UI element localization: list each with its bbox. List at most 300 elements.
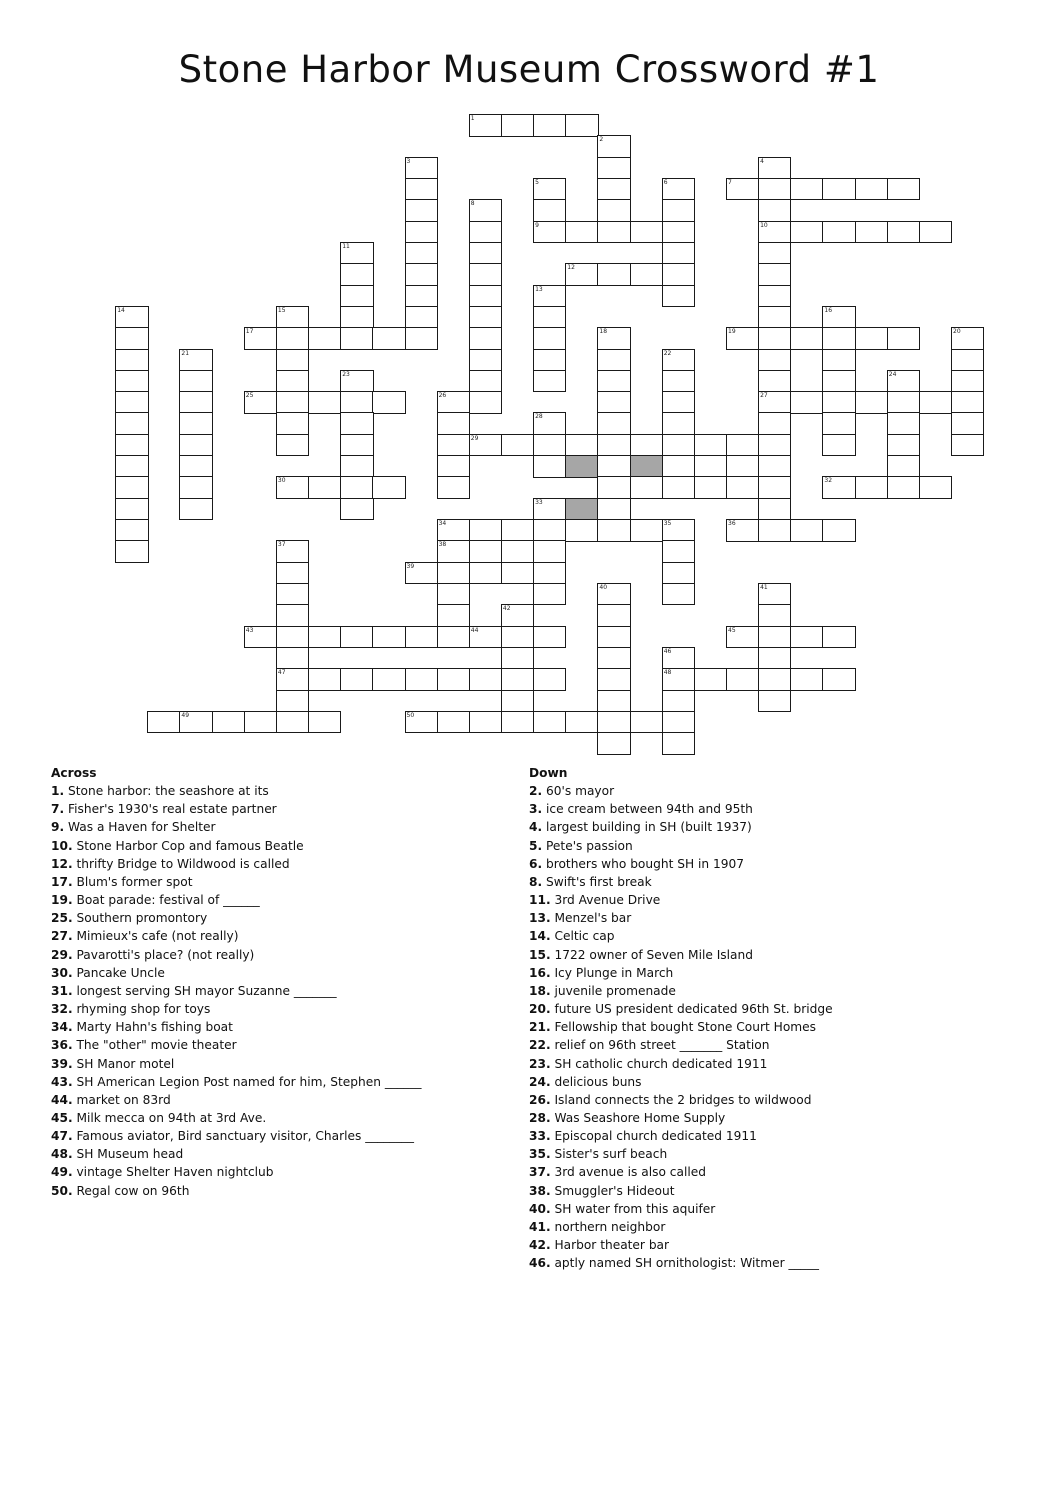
grid-cell[interactable] xyxy=(822,668,855,691)
grid-cell[interactable] xyxy=(662,349,695,372)
grid-cell[interactable] xyxy=(951,412,984,435)
grid-cell[interactable] xyxy=(662,370,695,393)
grid-cell[interactable] xyxy=(822,327,855,350)
grid-cell[interactable] xyxy=(533,199,566,222)
grid-cell[interactable] xyxy=(276,349,309,372)
grid-cell[interactable] xyxy=(758,157,791,180)
grid-cell[interactable] xyxy=(565,498,598,521)
grid-cell[interactable] xyxy=(276,690,309,713)
grid-cell[interactable] xyxy=(469,349,502,372)
grid-cell[interactable] xyxy=(533,306,566,329)
grid-cell[interactable] xyxy=(662,690,695,713)
grid-cell[interactable] xyxy=(887,455,920,478)
clue-text: delicious buns xyxy=(550,1074,642,1089)
grid-cell[interactable] xyxy=(501,668,534,691)
grid-cell[interactable] xyxy=(501,540,534,563)
grid-cell[interactable] xyxy=(951,327,984,350)
grid-cell[interactable] xyxy=(115,519,148,542)
grid-cell[interactable] xyxy=(597,732,630,755)
grid-cell[interactable] xyxy=(437,391,470,414)
grid-cell[interactable] xyxy=(469,519,502,542)
grid-cell[interactable] xyxy=(565,434,598,457)
grid-cell[interactable] xyxy=(790,327,823,350)
grid-cell[interactable] xyxy=(726,626,759,649)
grid-cell[interactable] xyxy=(115,327,148,350)
grid-cell[interactable] xyxy=(790,221,823,244)
clue-number: 13 xyxy=(535,285,543,293)
grid-cell[interactable] xyxy=(597,519,630,542)
grid-cell[interactable] xyxy=(469,327,502,350)
grid-cell[interactable] xyxy=(822,476,855,499)
grid-cell[interactable] xyxy=(887,327,920,350)
grid-cell[interactable] xyxy=(822,370,855,393)
grid-cell[interactable] xyxy=(597,221,630,244)
grid-cell[interactable] xyxy=(469,370,502,393)
grid-cell[interactable] xyxy=(437,562,470,585)
grid-cell[interactable] xyxy=(340,306,373,329)
grid-cell[interactable] xyxy=(340,242,373,265)
grid-cell[interactable] xyxy=(179,349,212,372)
clue-number: 8 xyxy=(470,200,475,208)
grid-cell[interactable] xyxy=(405,221,438,244)
grid-cell[interactable] xyxy=(308,391,341,414)
grid-cell[interactable] xyxy=(501,519,534,542)
grid-cell[interactable] xyxy=(533,221,566,244)
grid-cell[interactable] xyxy=(758,306,791,329)
grid-cell[interactable] xyxy=(726,519,759,542)
grid-cell[interactable] xyxy=(501,434,534,457)
grid-cell[interactable] xyxy=(533,412,566,435)
grid-cell[interactable] xyxy=(115,349,148,372)
grid-cell[interactable] xyxy=(469,562,502,585)
grid-cell[interactable] xyxy=(340,434,373,457)
clue-num: 20. xyxy=(529,1002,551,1017)
grid-cell[interactable] xyxy=(662,263,695,286)
grid-cell[interactable] xyxy=(597,626,630,649)
grid-cell[interactable] xyxy=(276,647,309,670)
grid-cell[interactable] xyxy=(662,562,695,585)
grid-cell[interactable] xyxy=(372,476,405,499)
grid-cell[interactable] xyxy=(597,327,630,350)
grid-cell[interactable] xyxy=(276,604,309,627)
grid-cell[interactable] xyxy=(758,370,791,393)
grid-cell[interactable] xyxy=(758,412,791,435)
grid-cell[interactable] xyxy=(405,668,438,691)
grid-cell[interactable] xyxy=(179,476,212,499)
grid-cell[interactable] xyxy=(597,647,630,670)
grid-cell[interactable] xyxy=(758,349,791,372)
grid-cell[interactable] xyxy=(179,370,212,393)
grid-cell[interactable] xyxy=(758,455,791,478)
grid-cell[interactable] xyxy=(597,135,630,158)
grid-cell[interactable] xyxy=(533,455,566,478)
grid-cell[interactable] xyxy=(501,711,534,734)
grid-cell[interactable] xyxy=(469,306,502,329)
grid-cell[interactable] xyxy=(790,626,823,649)
grid-cell[interactable] xyxy=(597,583,630,606)
grid-cell[interactable] xyxy=(501,690,534,713)
grid-cell[interactable] xyxy=(758,391,791,414)
grid-cell[interactable] xyxy=(662,647,695,670)
grid-cell[interactable] xyxy=(405,285,438,308)
grid-cell[interactable] xyxy=(790,519,823,542)
grid-cell[interactable] xyxy=(437,519,470,542)
grid-cell[interactable] xyxy=(244,626,277,649)
grid-cell[interactable] xyxy=(501,562,534,585)
grid-cell[interactable] xyxy=(533,114,566,137)
grid-cell[interactable] xyxy=(308,668,341,691)
grid-cell[interactable] xyxy=(276,668,309,691)
grid-cell[interactable] xyxy=(597,455,630,478)
grid-cell[interactable] xyxy=(822,349,855,372)
grid-cell[interactable] xyxy=(533,327,566,350)
grid-cell[interactable] xyxy=(340,626,373,649)
grid-cell[interactable] xyxy=(469,540,502,563)
grid-cell[interactable] xyxy=(276,540,309,563)
grid-cell[interactable] xyxy=(469,221,502,244)
grid-cell[interactable] xyxy=(437,668,470,691)
grid-cell[interactable] xyxy=(372,626,405,649)
grid-cell[interactable] xyxy=(340,391,373,414)
grid-cell[interactable] xyxy=(758,604,791,627)
grid-cell[interactable] xyxy=(115,498,148,521)
grid-cell[interactable] xyxy=(308,711,341,734)
grid-cell[interactable] xyxy=(597,668,630,691)
grid-cell[interactable] xyxy=(469,434,502,457)
grid-cell[interactable] xyxy=(437,476,470,499)
grid-cell[interactable] xyxy=(533,349,566,372)
grid-cell[interactable] xyxy=(276,583,309,606)
grid-cell[interactable] xyxy=(597,604,630,627)
grid-cell[interactable] xyxy=(340,476,373,499)
grid-cell[interactable] xyxy=(469,263,502,286)
grid-cell[interactable] xyxy=(565,263,598,286)
grid-cell[interactable] xyxy=(340,455,373,478)
grid-cell[interactable] xyxy=(469,199,502,222)
grid-cell[interactable] xyxy=(662,391,695,414)
grid-cell[interactable] xyxy=(887,178,920,201)
grid-cell[interactable] xyxy=(405,242,438,265)
grid-cell[interactable] xyxy=(469,391,502,414)
grid-cell[interactable] xyxy=(662,732,695,755)
grid-cell[interactable] xyxy=(597,498,630,521)
down-clue xyxy=(529,982,999,1000)
grid-cell[interactable] xyxy=(855,178,888,201)
grid-cell[interactable] xyxy=(115,434,148,457)
grid-cell[interactable] xyxy=(662,242,695,265)
grid-cell[interactable] xyxy=(501,647,534,670)
grid-cell[interactable] xyxy=(179,711,212,734)
grid-cell[interactable] xyxy=(179,498,212,521)
grid-cell[interactable] xyxy=(533,434,566,457)
grid-cell[interactable] xyxy=(469,711,502,734)
grid-cell[interactable] xyxy=(662,519,695,542)
grid-cell[interactable] xyxy=(597,476,630,499)
grid-cell[interactable] xyxy=(372,668,405,691)
grid-cell[interactable] xyxy=(758,221,791,244)
clue-text: 60's mayor xyxy=(542,784,615,799)
grid-cell[interactable] xyxy=(630,263,663,286)
grid-cell[interactable] xyxy=(726,327,759,350)
grid-cell[interactable] xyxy=(340,285,373,308)
grid-cell[interactable] xyxy=(308,626,341,649)
grid-cell[interactable] xyxy=(405,178,438,201)
grid-cell[interactable] xyxy=(662,711,695,734)
grid-cell[interactable] xyxy=(437,434,470,457)
grid-cell[interactable] xyxy=(276,476,309,499)
grid-cell[interactable] xyxy=(437,711,470,734)
grid-cell[interactable] xyxy=(565,519,598,542)
clue-number: 33 xyxy=(535,498,543,506)
grid-cell[interactable] xyxy=(662,221,695,244)
grid-cell[interactable] xyxy=(372,327,405,350)
grid-cell[interactable] xyxy=(469,242,502,265)
grid-cell[interactable] xyxy=(469,114,502,137)
grid-cell[interactable] xyxy=(597,199,630,222)
clue-text: northern neighbor xyxy=(550,1219,666,1234)
clue-text: The "other" movie theater xyxy=(72,1038,237,1053)
grid-cell[interactable] xyxy=(405,711,438,734)
grid-cell[interactable] xyxy=(758,199,791,222)
grid-cell[interactable] xyxy=(597,711,630,734)
grid-cell[interactable] xyxy=(630,221,663,244)
grid-cell[interactable] xyxy=(501,114,534,137)
grid-cell[interactable] xyxy=(662,199,695,222)
grid-cell[interactable] xyxy=(533,626,566,649)
grid-cell[interactable] xyxy=(340,263,373,286)
grid-cell[interactable] xyxy=(822,391,855,414)
grid-cell[interactable] xyxy=(758,690,791,713)
grid-cell[interactable] xyxy=(887,370,920,393)
grid-cell[interactable] xyxy=(597,263,630,286)
grid-cell[interactable] xyxy=(244,327,277,350)
grid-cell[interactable] xyxy=(340,327,373,350)
grid-cell[interactable] xyxy=(437,540,470,563)
clue-number: 46 xyxy=(663,647,672,655)
grid-cell[interactable] xyxy=(533,562,566,585)
grid-cell[interactable] xyxy=(179,391,212,414)
grid-cell[interactable] xyxy=(758,668,791,691)
grid-cell[interactable] xyxy=(469,626,502,649)
clue-num: 41. xyxy=(529,1219,551,1234)
grid-cell[interactable] xyxy=(597,349,630,372)
grid-cell[interactable] xyxy=(758,434,791,457)
grid-cell[interactable] xyxy=(405,626,438,649)
grid-cell[interactable] xyxy=(244,711,277,734)
grid-cell[interactable] xyxy=(597,178,630,201)
grid-cell[interactable] xyxy=(662,583,695,606)
grid-cell[interactable] xyxy=(533,370,566,393)
grid-cell[interactable] xyxy=(597,690,630,713)
grid-cell[interactable] xyxy=(758,285,791,308)
grid-cell[interactable] xyxy=(887,221,920,244)
grid-cell[interactable] xyxy=(919,221,952,244)
grid-cell[interactable] xyxy=(887,476,920,499)
grid-cell[interactable] xyxy=(662,285,695,308)
grid-cell[interactable] xyxy=(115,455,148,478)
grid-cell[interactable] xyxy=(597,434,630,457)
grid-cell[interactable] xyxy=(822,221,855,244)
grid-cell[interactable] xyxy=(533,498,566,521)
grid-cell[interactable] xyxy=(115,476,148,499)
grid-cell[interactable] xyxy=(855,391,888,414)
grid-cell[interactable] xyxy=(919,476,952,499)
grid-cell[interactable] xyxy=(244,391,277,414)
grid-cell[interactable] xyxy=(533,668,566,691)
grid-cell[interactable] xyxy=(758,263,791,286)
grid-cell[interactable] xyxy=(597,412,630,435)
grid-cell[interactable] xyxy=(630,476,663,499)
grid-cell[interactable] xyxy=(533,178,566,201)
grid-cell[interactable] xyxy=(405,157,438,180)
grid-cell[interactable] xyxy=(790,391,823,414)
grid-cell[interactable] xyxy=(822,519,855,542)
grid-cell[interactable] xyxy=(630,519,663,542)
grid-cell[interactable] xyxy=(758,327,791,350)
grid-cell[interactable] xyxy=(855,476,888,499)
grid-cell[interactable] xyxy=(565,114,598,137)
grid-cell[interactable] xyxy=(790,178,823,201)
grid-cell[interactable] xyxy=(565,455,598,478)
grid-cell[interactable] xyxy=(630,434,663,457)
grid-cell[interactable] xyxy=(437,583,470,606)
grid-cell[interactable] xyxy=(694,668,727,691)
grid-cell[interactable] xyxy=(340,412,373,435)
grid-cell[interactable] xyxy=(694,434,727,457)
grid-cell[interactable] xyxy=(308,476,341,499)
grid-cell[interactable] xyxy=(405,306,438,329)
grid-cell[interactable] xyxy=(276,412,309,435)
grid-cell[interactable] xyxy=(565,221,598,244)
grid-cell[interactable] xyxy=(694,476,727,499)
grid-cell[interactable] xyxy=(437,604,470,627)
grid-cell[interactable] xyxy=(437,626,470,649)
grid-cell[interactable] xyxy=(405,199,438,222)
grid-cell[interactable] xyxy=(630,711,663,734)
grid-cell[interactable] xyxy=(276,306,309,329)
grid-cell[interactable] xyxy=(405,327,438,350)
grid-cell[interactable] xyxy=(630,455,663,478)
grid-cell[interactable] xyxy=(758,476,791,499)
grid-cell[interactable] xyxy=(115,306,148,329)
grid-cell[interactable] xyxy=(533,519,566,542)
grid-cell[interactable] xyxy=(887,434,920,457)
grid-cell[interactable] xyxy=(276,391,309,414)
grid-cell[interactable] xyxy=(405,562,438,585)
grid-cell[interactable] xyxy=(405,263,438,286)
grid-cell[interactable] xyxy=(887,412,920,435)
clue-number: 32 xyxy=(824,477,833,485)
grid-cell[interactable] xyxy=(212,711,245,734)
grid-cell[interactable] xyxy=(501,604,534,627)
grid-cell[interactable] xyxy=(179,412,212,435)
grid-cell[interactable] xyxy=(758,498,791,521)
grid-cell[interactable] xyxy=(115,540,148,563)
grid-cell[interactable] xyxy=(662,434,695,457)
grid-cell[interactable] xyxy=(726,178,759,201)
grid-cell[interactable] xyxy=(822,412,855,435)
grid-cell[interactable] xyxy=(533,583,566,606)
grid-cell[interactable] xyxy=(469,668,502,691)
grid-cell[interactable] xyxy=(758,583,791,606)
grid-cell[interactable] xyxy=(790,668,823,691)
across-clue xyxy=(51,873,491,891)
grid-cell[interactable] xyxy=(951,370,984,393)
grid-cell[interactable] xyxy=(276,327,309,350)
grid-cell[interactable] xyxy=(887,391,920,414)
grid-cell[interactable] xyxy=(437,455,470,478)
grid-cell[interactable] xyxy=(951,434,984,457)
grid-cell[interactable] xyxy=(694,455,727,478)
grid-cell[interactable] xyxy=(662,476,695,499)
grid-cell[interactable] xyxy=(179,434,212,457)
grid-cell[interactable] xyxy=(855,327,888,350)
grid-cell[interactable] xyxy=(276,711,309,734)
grid-cell[interactable] xyxy=(565,711,598,734)
grid-cell[interactable] xyxy=(662,540,695,563)
grid-cell[interactable] xyxy=(340,370,373,393)
grid-cell[interactable] xyxy=(276,626,309,649)
grid-cell[interactable] xyxy=(951,391,984,414)
grid-cell[interactable] xyxy=(726,434,759,457)
grid-cell[interactable] xyxy=(308,327,341,350)
grid-cell[interactable] xyxy=(533,285,566,308)
clue-text: Regal cow on 96th xyxy=(72,1183,190,1198)
grid-cell[interactable] xyxy=(276,434,309,457)
grid-cell[interactable] xyxy=(662,668,695,691)
grid-cell[interactable] xyxy=(662,455,695,478)
grid-cell[interactable] xyxy=(597,157,630,180)
grid-cell[interactable] xyxy=(533,711,566,734)
grid-cell[interactable] xyxy=(662,178,695,201)
grid-cell[interactable] xyxy=(726,668,759,691)
grid-cell[interactable] xyxy=(115,391,148,414)
grid-cell[interactable] xyxy=(758,519,791,542)
down-clue xyxy=(529,1000,999,1018)
grid-cell[interactable] xyxy=(822,306,855,329)
grid-cell[interactable] xyxy=(115,412,148,435)
grid-cell[interactable] xyxy=(340,668,373,691)
grid-cell[interactable] xyxy=(501,626,534,649)
grid-cell[interactable] xyxy=(855,221,888,244)
grid-cell[interactable] xyxy=(597,370,630,393)
grid-cell[interactable] xyxy=(147,711,180,734)
grid-cell[interactable] xyxy=(115,370,148,393)
grid-cell[interactable] xyxy=(758,626,791,649)
grid-cell[interactable] xyxy=(276,370,309,393)
grid-cell[interactable] xyxy=(822,626,855,649)
grid-cell[interactable] xyxy=(662,412,695,435)
grid-cell[interactable] xyxy=(437,412,470,435)
grid-cell[interactable] xyxy=(469,285,502,308)
grid-cell[interactable] xyxy=(276,562,309,585)
grid-cell[interactable] xyxy=(726,476,759,499)
grid-cell[interactable] xyxy=(340,498,373,521)
grid-cell[interactable] xyxy=(372,391,405,414)
down-clue xyxy=(529,782,999,800)
grid-cell[interactable] xyxy=(758,647,791,670)
grid-cell[interactable] xyxy=(822,434,855,457)
grid-cell[interactable] xyxy=(919,391,952,414)
grid-cell[interactable] xyxy=(822,178,855,201)
grid-cell[interactable] xyxy=(597,391,630,414)
grid-cell[interactable] xyxy=(951,349,984,372)
grid-cell[interactable] xyxy=(533,540,566,563)
grid-cell[interactable] xyxy=(179,455,212,478)
clue-number: 9 xyxy=(535,221,539,229)
grid-cell[interactable] xyxy=(758,242,791,265)
grid-cell[interactable] xyxy=(758,178,791,201)
